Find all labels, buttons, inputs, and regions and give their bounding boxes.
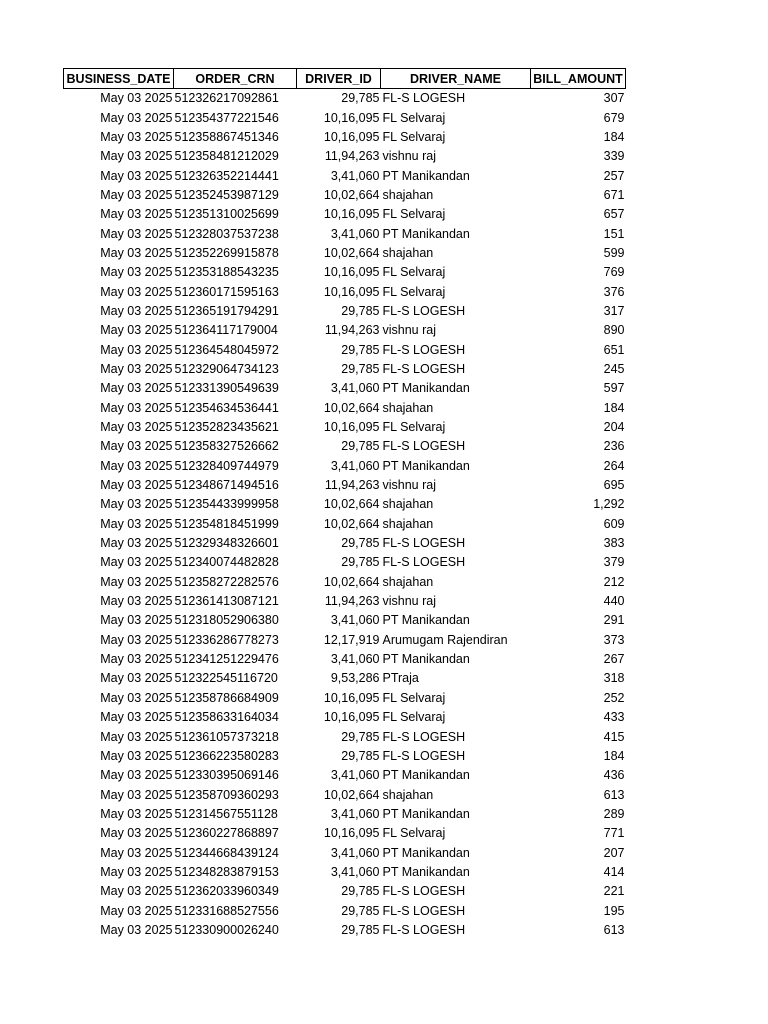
- cell-business-date: May 03 2025: [100, 729, 173, 744]
- table-row: [64, 244, 626, 263]
- table-row: [64, 553, 626, 572]
- cell-driver-name: FL Selvaraj: [382, 710, 446, 725]
- cell-order-crn: 512354818451999: [174, 516, 279, 531]
- cell-bill-amount: 771: [603, 826, 625, 841]
- cell-driver-name: PT Manikandan: [382, 613, 470, 628]
- cell-driver-name: shajahan: [382, 516, 434, 531]
- cell-business-date: May 03 2025: [100, 284, 173, 299]
- table-row: [64, 515, 626, 534]
- header-row: [64, 69, 626, 89]
- cell-driver-name: FL-S LOGESH: [382, 922, 466, 937]
- table-row: [64, 457, 626, 476]
- cell-driver-id: 29,785: [341, 91, 380, 106]
- cell-bill-amount: 436: [603, 768, 625, 783]
- table-row: [64, 534, 626, 553]
- cell-business-date: May 03 2025: [100, 342, 173, 357]
- cell-business-date: May 03 2025: [100, 806, 173, 821]
- cell-business-date: May 03 2025: [100, 690, 173, 705]
- table-header: [64, 69, 626, 89]
- cell-business-date: May 03 2025: [100, 323, 173, 338]
- cell-driver-name: PT Manikandan: [382, 768, 470, 783]
- cell-order-crn: 512361057373218: [174, 729, 279, 744]
- table-row: [64, 263, 626, 282]
- cell-driver-id: 10,02,664: [323, 787, 380, 802]
- cell-business-date: May 03 2025: [100, 671, 173, 686]
- cell-order-crn: 512336286778273: [174, 632, 279, 647]
- cell-driver-name: FL-S LOGESH: [382, 748, 466, 763]
- cell-order-crn: 512360227868897: [174, 826, 279, 841]
- cell-business-date: May 03 2025: [100, 478, 173, 493]
- cell-business-date: May 03 2025: [100, 420, 173, 435]
- table-row: [64, 437, 626, 456]
- cell-order-crn: 512329348326601: [174, 536, 279, 551]
- cell-bill-amount: 679: [603, 110, 625, 125]
- cell-business-date: May 03 2025: [100, 555, 173, 570]
- cell-driver-id: 9,53,286: [330, 671, 380, 686]
- cell-business-date: May 03 2025: [100, 787, 173, 802]
- cell-bill-amount: 383: [603, 536, 625, 551]
- cell-bill-amount: 289: [603, 806, 625, 821]
- cell-driver-name: FL Selvaraj: [382, 826, 446, 841]
- cell-order-crn: 512366223580283: [174, 748, 279, 763]
- cell-bill-amount: 339: [603, 149, 625, 164]
- cell-bill-amount: 414: [603, 864, 625, 879]
- cell-order-crn: 512358709360293: [174, 787, 279, 802]
- cell-driver-id: 29,785: [341, 748, 380, 763]
- cell-business-date: May 03 2025: [100, 497, 173, 512]
- cell-driver-name: FL Selvaraj: [382, 284, 446, 299]
- cell-driver-id: 10,16,095: [323, 284, 380, 299]
- table-row: [64, 89, 626, 109]
- table-row: [64, 669, 626, 688]
- cell-driver-name: FL Selvaraj: [382, 207, 446, 222]
- cell-business-date: May 03 2025: [100, 207, 173, 222]
- table-row: [64, 631, 626, 650]
- cell-driver-name: FL Selvaraj: [382, 265, 446, 280]
- table-row: [64, 186, 626, 205]
- table-row: [64, 147, 626, 166]
- cell-business-date: May 03 2025: [100, 91, 173, 106]
- table-row: [64, 650, 626, 669]
- cell-bill-amount: 651: [603, 342, 625, 357]
- cell-bill-amount: 890: [603, 323, 625, 338]
- cell-order-crn: 512364548045972: [174, 342, 279, 357]
- cell-order-crn: 512340074482828: [174, 555, 279, 570]
- cell-bill-amount: 236: [603, 439, 625, 454]
- cell-bill-amount: 207: [603, 845, 625, 860]
- cell-order-crn: 512330395069146: [174, 768, 279, 783]
- cell-business-date: May 03 2025: [100, 187, 173, 202]
- cell-driver-name: PT Manikandan: [382, 845, 470, 860]
- table-row: [64, 282, 626, 301]
- cell-driver-id: 3,41,060: [330, 381, 380, 396]
- cell-driver-name: FL-S LOGESH: [382, 439, 466, 454]
- orders-table: [63, 68, 626, 940]
- table-row: [64, 108, 626, 127]
- cell-driver-name: FL-S LOGESH: [382, 884, 466, 899]
- cell-driver-name: FL Selvaraj: [382, 110, 446, 125]
- cell-business-date: May 03 2025: [100, 265, 173, 280]
- cell-driver-id: 12,17,919: [323, 632, 380, 647]
- cell-order-crn: 512364117179004: [174, 323, 278, 338]
- table-row: [64, 379, 626, 398]
- cell-bill-amount: 212: [603, 574, 625, 589]
- cell-business-date: May 03 2025: [100, 632, 173, 647]
- cell-driver-id: 29,785: [341, 922, 380, 937]
- cell-bill-amount: 1,292: [593, 497, 625, 512]
- cell-order-crn: 512331688527556: [174, 903, 279, 918]
- cell-driver-name: PT Manikandan: [382, 458, 470, 473]
- cell-order-crn: 512354377221546: [174, 110, 279, 125]
- cell-business-date: May 03 2025: [100, 458, 173, 473]
- table-row: [64, 747, 626, 766]
- cell-driver-name: FL Selvaraj: [382, 690, 446, 705]
- cell-driver-name: shajahan: [382, 187, 434, 202]
- cell-driver-id: 3,41,060: [330, 613, 380, 628]
- cell-business-date: May 03 2025: [100, 922, 173, 937]
- cell-bill-amount: 195: [603, 903, 625, 918]
- cell-order-crn: 512330900026240: [174, 922, 279, 937]
- table-row: [64, 205, 626, 224]
- table-body: [64, 89, 626, 941]
- cell-driver-name: FL-S LOGESH: [382, 903, 466, 918]
- cell-business-date: May 03 2025: [100, 845, 173, 860]
- cell-bill-amount: 252: [603, 690, 625, 705]
- header-driver-name: DRIVER_NAME: [381, 69, 531, 89]
- cell-driver-id: 3,41,060: [330, 845, 380, 860]
- cell-business-date: May 03 2025: [100, 226, 173, 241]
- cell-order-crn: 512348671494516: [174, 478, 279, 493]
- cell-driver-name: PT Manikandan: [382, 381, 470, 396]
- cell-driver-id: 10,02,664: [323, 400, 380, 415]
- cell-bill-amount: 318: [603, 671, 625, 686]
- cell-driver-name: PT Manikandan: [382, 864, 470, 879]
- cell-order-crn: 512329064734123: [174, 361, 279, 376]
- cell-business-date: May 03 2025: [100, 303, 173, 318]
- cell-business-date: May 03 2025: [100, 516, 173, 531]
- cell-driver-id: 10,16,095: [323, 690, 380, 705]
- cell-driver-name: vishnu raj: [382, 323, 436, 338]
- cell-order-crn: 512328037537238: [174, 226, 279, 241]
- cell-driver-name: FL-S LOGESH: [382, 729, 466, 744]
- cell-driver-name: FL-S LOGESH: [382, 303, 466, 318]
- table-row: [64, 418, 626, 437]
- cell-driver-id: 10,16,095: [323, 420, 380, 435]
- cell-order-crn: 512326352214441: [174, 168, 279, 183]
- cell-business-date: May 03 2025: [100, 400, 173, 415]
- cell-driver-name: PT Manikandan: [382, 168, 470, 183]
- cell-driver-id: 3,41,060: [330, 806, 380, 821]
- cell-driver-id: 3,41,060: [330, 768, 380, 783]
- cell-bill-amount: 184: [603, 748, 625, 763]
- cell-driver-id: 10,02,664: [323, 187, 380, 202]
- table-row: [64, 805, 626, 824]
- cell-driver-name: FL-S LOGESH: [382, 555, 466, 570]
- cell-business-date: May 03 2025: [100, 652, 173, 667]
- cell-driver-id: 11,94,263: [324, 323, 380, 338]
- cell-bill-amount: 257: [603, 168, 625, 183]
- cell-order-crn: 512318052906380: [174, 613, 279, 628]
- table-row: [64, 360, 626, 379]
- cell-order-crn: 512326217092861: [174, 91, 279, 106]
- cell-driver-name: shajahan: [382, 497, 434, 512]
- cell-order-crn: 512314567551128: [174, 806, 278, 821]
- cell-order-crn: 512328409744979: [174, 458, 279, 473]
- cell-driver-id: 11,94,263: [324, 478, 380, 493]
- header-driver-id: DRIVER_ID: [297, 69, 381, 89]
- table-row: [64, 495, 626, 514]
- cell-order-crn: 512358327526662: [174, 439, 279, 454]
- table-row: [64, 921, 626, 940]
- cell-business-date: May 03 2025: [100, 884, 173, 899]
- table-row: [64, 476, 626, 495]
- header-bill-amount: BILL_AMOUNT: [531, 69, 626, 89]
- cell-business-date: May 03 2025: [100, 710, 173, 725]
- cell-driver-id: 10,02,664: [323, 516, 380, 531]
- cell-driver-id: 29,785: [341, 361, 380, 376]
- cell-order-crn: 512354634536441: [174, 400, 279, 415]
- cell-business-date: May 03 2025: [100, 768, 173, 783]
- table-row: [64, 785, 626, 804]
- cell-driver-id: 11,94,263: [324, 149, 380, 164]
- cell-bill-amount: 307: [603, 91, 625, 106]
- table-row: [64, 592, 626, 611]
- cell-bill-amount: 695: [603, 478, 625, 493]
- cell-business-date: May 03 2025: [100, 361, 173, 376]
- cell-driver-name: Arumugam Rajendiran: [382, 632, 508, 647]
- cell-bill-amount: 264: [603, 458, 625, 473]
- cell-bill-amount: 671: [603, 187, 625, 202]
- cell-driver-name: shajahan: [382, 574, 434, 589]
- cell-driver-name: FL Selvaraj: [382, 420, 446, 435]
- cell-driver-name: FL-S LOGESH: [382, 536, 466, 551]
- cell-order-crn: 512348283879153: [174, 864, 279, 879]
- cell-bill-amount: 415: [603, 729, 625, 744]
- cell-order-crn: 512362033960349: [174, 884, 279, 899]
- table-row: [64, 882, 626, 901]
- cell-driver-id: 10,16,095: [323, 207, 380, 222]
- cell-order-crn: 512365191794291: [174, 303, 279, 318]
- cell-order-crn: 512361413087121: [174, 594, 279, 609]
- cell-driver-name: FL Selvaraj: [382, 129, 446, 144]
- cell-bill-amount: 433: [603, 710, 625, 725]
- cell-driver-id: 29,785: [341, 439, 380, 454]
- cell-order-crn: 512353188543235: [174, 265, 279, 280]
- cell-business-date: May 03 2025: [100, 439, 173, 454]
- cell-driver-id: 3,41,060: [330, 864, 380, 879]
- cell-business-date: May 03 2025: [100, 110, 173, 125]
- cell-driver-id: 10,16,095: [323, 129, 380, 144]
- cell-bill-amount: 597: [603, 381, 625, 396]
- cell-business-date: May 03 2025: [100, 826, 173, 841]
- cell-bill-amount: 291: [603, 613, 625, 628]
- cell-order-crn: 512344668439124: [174, 845, 279, 860]
- cell-driver-name: vishnu raj: [382, 594, 436, 609]
- cell-business-date: May 03 2025: [100, 149, 173, 164]
- table-row: [64, 901, 626, 920]
- cell-driver-id: 3,41,060: [330, 458, 380, 473]
- cell-bill-amount: 613: [603, 787, 625, 802]
- cell-business-date: May 03 2025: [100, 574, 173, 589]
- cell-business-date: May 03 2025: [100, 594, 173, 609]
- table-row: [64, 843, 626, 862]
- cell-driver-id: 29,785: [341, 342, 380, 357]
- cell-driver-name: PT Manikandan: [382, 652, 470, 667]
- cell-bill-amount: 184: [603, 129, 625, 144]
- cell-driver-id: 29,785: [341, 884, 380, 899]
- cell-bill-amount: 440: [603, 594, 625, 609]
- cell-business-date: May 03 2025: [100, 903, 173, 918]
- table-row: [64, 863, 626, 882]
- cell-bill-amount: 317: [603, 303, 625, 318]
- cell-driver-name: PT Manikandan: [382, 806, 470, 821]
- cell-order-crn: 512358633164034: [174, 710, 279, 725]
- cell-driver-name: shajahan: [382, 400, 434, 415]
- cell-driver-id: 10,16,095: [323, 826, 380, 841]
- cell-business-date: May 03 2025: [100, 129, 173, 144]
- cell-order-crn: 512354433999958: [174, 497, 279, 512]
- table-row: [64, 302, 626, 321]
- cell-bill-amount: 657: [603, 207, 625, 222]
- cell-order-crn: 512358481212029: [174, 149, 279, 164]
- cell-bill-amount: 245: [603, 361, 625, 376]
- cell-driver-id: 29,785: [341, 536, 380, 551]
- spreadsheet-page: [63, 68, 626, 940]
- cell-bill-amount: 609: [603, 516, 625, 531]
- cell-driver-id: 29,785: [341, 729, 380, 744]
- cell-driver-id: 10,02,664: [323, 245, 380, 260]
- cell-driver-name: vishnu raj: [382, 478, 436, 493]
- cell-bill-amount: 184: [603, 400, 625, 415]
- cell-business-date: May 03 2025: [100, 536, 173, 551]
- table-row: [64, 128, 626, 147]
- cell-order-crn: 512331390549639: [174, 381, 279, 396]
- cell-driver-id: 10,16,095: [323, 110, 380, 125]
- cell-driver-name: FL-S LOGESH: [382, 342, 466, 357]
- cell-driver-id: 11,94,263: [324, 594, 380, 609]
- cell-business-date: May 03 2025: [100, 245, 173, 260]
- cell-order-crn: 512360171595163: [174, 284, 279, 299]
- cell-driver-id: 10,16,095: [323, 710, 380, 725]
- cell-driver-id: 3,41,060: [330, 652, 380, 667]
- table-row: [64, 166, 626, 185]
- table-row: [64, 727, 626, 746]
- cell-driver-id: 29,785: [341, 303, 380, 318]
- cell-order-crn: 512351310025699: [174, 207, 279, 222]
- cell-bill-amount: 599: [603, 245, 625, 260]
- header-order-crn: ORDER_CRN: [174, 69, 297, 89]
- cell-driver-id: 10,02,664: [323, 497, 380, 512]
- cell-driver-name: FL-S LOGESH: [382, 91, 466, 106]
- cell-driver-id: 3,41,060: [330, 226, 380, 241]
- cell-order-crn: 512358272282576: [174, 574, 279, 589]
- cell-driver-name: PTraja: [382, 671, 419, 686]
- cell-bill-amount: 221: [603, 884, 625, 899]
- table-row: [64, 611, 626, 630]
- cell-bill-amount: 373: [603, 632, 625, 647]
- cell-driver-name: PT Manikandan: [382, 226, 470, 241]
- table-row: [64, 766, 626, 785]
- cell-driver-id: 10,02,664: [323, 574, 380, 589]
- cell-bill-amount: 376: [603, 284, 625, 299]
- cell-driver-id: 3,41,060: [330, 168, 380, 183]
- table-row: [64, 573, 626, 592]
- cell-order-crn: 512352269915878: [174, 245, 279, 260]
- table-row: [64, 708, 626, 727]
- cell-business-date: May 03 2025: [100, 748, 173, 763]
- cell-driver-id: 29,785: [341, 555, 380, 570]
- header-business-date: BUSINESS_DATE: [64, 69, 174, 89]
- cell-order-crn: 512341251229476: [174, 652, 279, 667]
- cell-order-crn: 512358786684909: [174, 690, 279, 705]
- table-row: [64, 399, 626, 418]
- cell-business-date: May 03 2025: [100, 613, 173, 628]
- table-row: [64, 689, 626, 708]
- cell-bill-amount: 613: [603, 922, 625, 937]
- cell-bill-amount: 379: [603, 555, 625, 570]
- cell-order-crn: 512352453987129: [174, 187, 279, 202]
- cell-bill-amount: 769: [603, 265, 625, 280]
- table-row: [64, 321, 626, 340]
- cell-driver-name: shajahan: [382, 245, 434, 260]
- cell-order-crn: 512322545116720: [174, 671, 278, 686]
- table-row: [64, 824, 626, 843]
- table-row: [64, 340, 626, 359]
- cell-driver-name: vishnu raj: [382, 149, 436, 164]
- cell-driver-id: 10,16,095: [323, 265, 380, 280]
- cell-business-date: May 03 2025: [100, 168, 173, 183]
- cell-bill-amount: 204: [603, 420, 625, 435]
- cell-bill-amount: 151: [603, 226, 625, 241]
- cell-bill-amount: 267: [603, 652, 625, 667]
- cell-business-date: May 03 2025: [100, 864, 173, 879]
- cell-order-crn: 512358867451346: [174, 129, 279, 144]
- table-row: [64, 224, 626, 243]
- cell-driver-id: 29,785: [341, 903, 380, 918]
- cell-order-crn: 512352823435621: [174, 420, 279, 435]
- cell-business-date: May 03 2025: [100, 381, 173, 396]
- cell-driver-name: shajahan: [382, 787, 434, 802]
- cell-driver-name: FL-S LOGESH: [382, 361, 466, 376]
